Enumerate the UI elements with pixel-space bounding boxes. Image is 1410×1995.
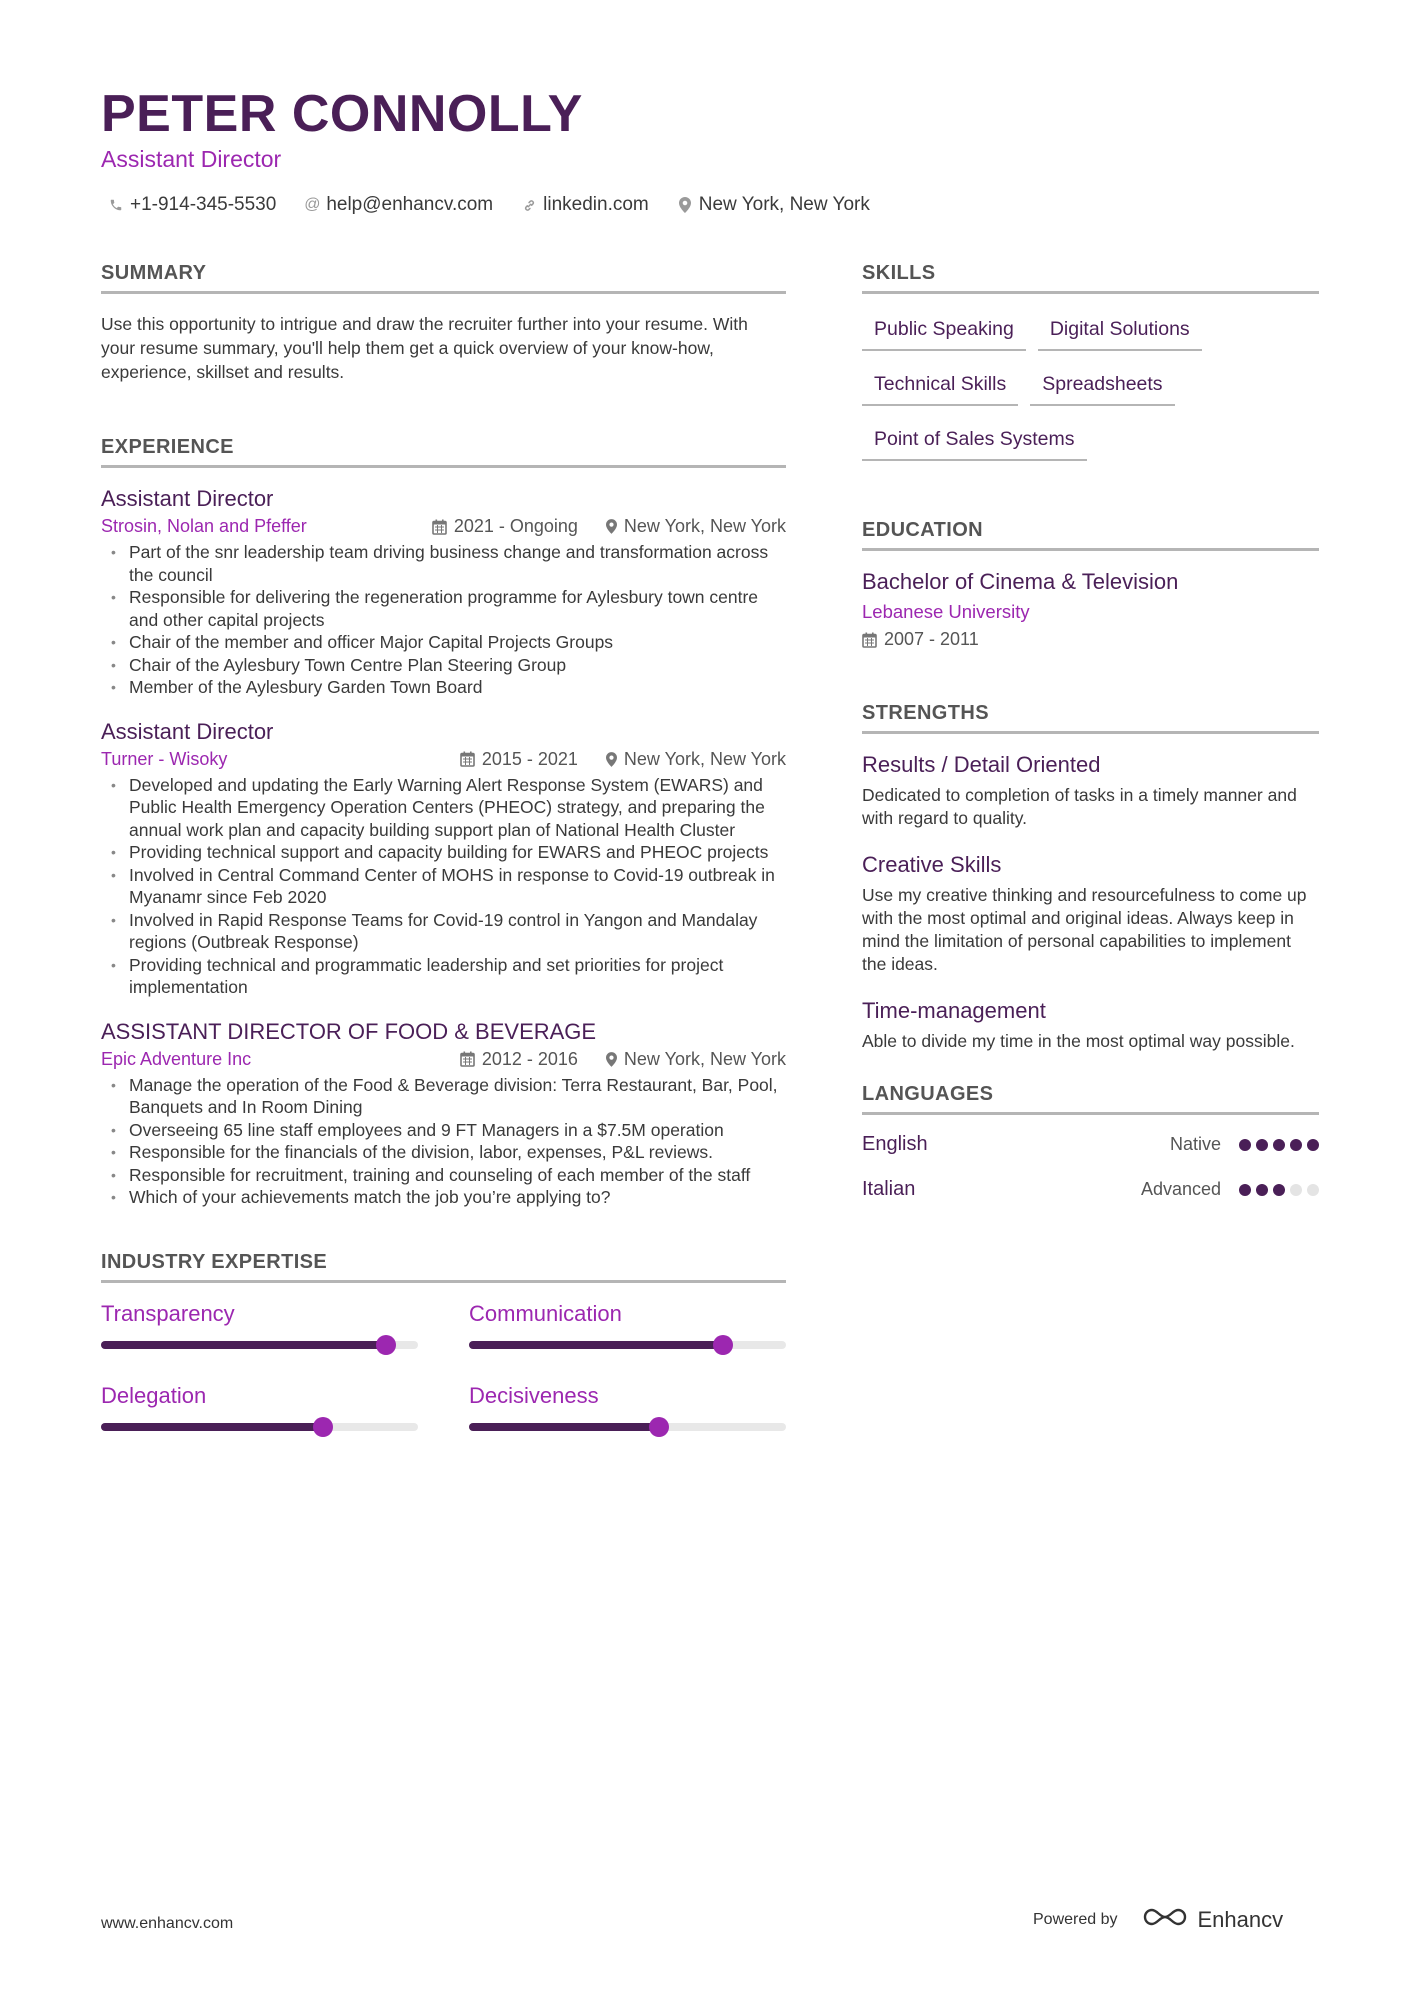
job-meta — [101, 749, 786, 770]
company-name[interactable]: Strosin, Nolan and Pfeffer — [101, 516, 307, 536]
education-dates-text: 2007 - 2011 — [884, 629, 979, 649]
strength-description: Use my creative thinking and resourcefulness to come up with the most optimal and original ideas. Always keep in mind the limitation of personal capabilities to implement the ideas. — [862, 885, 1307, 974]
summary-section — [101, 262, 786, 384]
job-bullet: • Developed and updating the Early Warning Alert Response System (EWARS) and Public Health Emergency Operation Centers (PHEOC) strategy, and preparing the annual work plan and capacity building support plan of National Health Cluster — [101, 774, 786, 842]
job-bullet: • Overseeing 65 line staff employees and 9 FT Managers in a $7.5M operation — [101, 1119, 786, 1142]
rating-dot — [1290, 1139, 1302, 1151]
strength-description: Dedicated to completion of tasks in a timely manner and with regard to quality. — [862, 785, 1297, 828]
job-bullets — [101, 1074, 786, 1209]
strengths-section — [862, 702, 1319, 1053]
job-bullet: • Involved in Rapid Response Teams for Covid-19 control in Yangon and Mandalay regions (Outbreak Response) — [101, 909, 786, 954]
expertise-section — [101, 1251, 786, 1431]
languages-list — [862, 1133, 1319, 1201]
expertise-grid — [101, 1301, 786, 1431]
company-name[interactable]: Epic Adventure Inc — [101, 1048, 252, 1069]
location-pin-icon — [677, 197, 693, 213]
job-meta-right — [460, 749, 786, 770]
footer-website[interactable]: www.enhancv.com — [101, 1915, 234, 1932]
job-meta — [101, 516, 786, 537]
expertise-label: Delegation — [101, 1382, 207, 1408]
language-level: Advanced — [1140, 1179, 1221, 1199]
job-dates — [432, 516, 578, 537]
rating-dot — [1307, 1139, 1319, 1151]
job-dates — [460, 749, 578, 770]
strengths-heading: STRENGTHS — [862, 702, 1319, 734]
job-location-text: New York, New York — [623, 748, 786, 769]
job-entry — [101, 486, 786, 699]
rating-dot — [1256, 1139, 1268, 1151]
job-location — [606, 1049, 786, 1070]
strength-title: Creative Skills — [862, 852, 1002, 877]
languages-heading: LANGUAGES — [862, 1083, 1319, 1115]
calendar-icon — [432, 519, 447, 535]
job-bullet: • Chair of the member and officer Major Capital Projects Groups — [101, 631, 786, 654]
company-name[interactable]: Turner - Wisoky — [101, 748, 228, 769]
language-name: English — [862, 1133, 928, 1155]
expertise-bar-fill — [469, 1423, 659, 1431]
phone-icon — [108, 198, 124, 212]
expertise-heading: INDUSTRY EXPERTISE — [101, 1251, 786, 1283]
job-list — [101, 486, 786, 1209]
expertise-label: Communication — [469, 1300, 622, 1326]
job-location — [606, 516, 786, 537]
job-bullet: • Responsible for delivering the regeneration programme for Aylesbury town centre and other capital projects — [101, 586, 786, 631]
powered-by-label: Powered by — [1033, 1911, 1118, 1928]
job-bullet: • Chair of the Aylesbury Town Centre Plan Steering Group — [101, 654, 786, 677]
job-dates — [460, 1049, 578, 1070]
contact-linkedin[interactable] — [521, 194, 649, 216]
job-meta-right — [432, 516, 786, 537]
language-level: Native — [1169, 1134, 1221, 1154]
expertise-bar-knob — [376, 1335, 396, 1355]
experience-section — [101, 436, 786, 1209]
skill-tag: Point of Sales Systems — [862, 422, 1087, 461]
skill-tag: Digital Solutions — [1038, 312, 1202, 351]
strength-title: Time-management — [862, 998, 1046, 1023]
candidate-name: PETER CONNOLLY — [101, 85, 583, 143]
calendar-icon — [862, 632, 877, 648]
expertise-bar — [469, 1341, 786, 1349]
job-bullet: • Involved in Central Command Center of MOHS in response to Covid-19 outbreak in Myanamr since Feb 2020 — [101, 864, 786, 909]
expertise-bar-knob — [313, 1417, 333, 1437]
expertise-bar-fill — [101, 1423, 323, 1431]
expertise-bar — [101, 1423, 418, 1431]
education-school: Lebanese University — [862, 601, 1030, 622]
strengths-list — [862, 752, 1319, 1053]
job-bullet: • Providing technical support and capacity building for EWARS and PHEOC projects — [101, 841, 786, 864]
skill-tag: Technical Skills — [862, 367, 1018, 406]
job-bullet: • Responsible for recruitment, training and counseling of each member of the staff — [101, 1164, 786, 1187]
job-location-text: New York, New York — [623, 516, 786, 536]
skill-tag: Spreadsheets — [1030, 367, 1174, 406]
rating-dot — [1239, 1139, 1251, 1151]
expertise-item — [101, 1383, 418, 1431]
linkedin-text: linkedin.com — [543, 194, 649, 215]
expertise-label: Transparency — [101, 1300, 235, 1326]
location-pin-icon — [606, 752, 617, 767]
job-bullet: • Which of your achievements match the job you’re applying to? — [101, 1186, 786, 1209]
job-location — [606, 749, 786, 770]
summary-text: Use this opportunity to intrigue and draw the recruiter further into your resume. With your resume summary, you'll help them get a quick overview of your know-how, experience, skillset and results. — [101, 314, 748, 382]
job-meta-right — [460, 1049, 786, 1070]
expertise-item — [469, 1383, 786, 1431]
expertise-bar — [469, 1423, 786, 1431]
skill-tag: Public Speaking — [862, 312, 1026, 351]
strength-title: Results / Detail Oriented — [862, 752, 1101, 777]
education-heading: EDUCATION — [862, 519, 1319, 551]
education-section — [862, 519, 1319, 650]
phone-text: +1-914-345-5530 — [130, 194, 277, 215]
expertise-bar-knob — [713, 1335, 733, 1355]
skills-list — [862, 312, 1319, 461]
brand-logo[interactable] — [1142, 1906, 1284, 1934]
footer-branding — [1033, 1906, 1283, 1934]
job-title: ASSISTANT DIRECTOR OF FOOD & BEVERAGE — [101, 1018, 597, 1044]
language-rating-dots — [1239, 1139, 1319, 1151]
job-bullet: • Member of the Aylesbury Garden Town Board — [101, 676, 786, 699]
link-icon — [521, 198, 537, 213]
language-rating-dots — [1239, 1184, 1319, 1196]
enhancv-logo-icon — [1142, 1906, 1188, 1934]
experience-heading: EXPERIENCE — [101, 436, 786, 468]
email-text: help@enhancv.com — [326, 194, 494, 215]
contact-email[interactable] — [304, 194, 493, 216]
strength-item — [862, 752, 1319, 830]
job-entry — [101, 1019, 786, 1209]
location-pin-icon — [606, 1052, 617, 1067]
language-proficiency — [1141, 1179, 1319, 1200]
language-name: Italian — [862, 1178, 916, 1200]
rating-dot — [1290, 1184, 1302, 1196]
job-bullet: • Responsible for the financials of the division, labor, expenses, P&L reviews. — [101, 1141, 786, 1164]
job-dates-text: 2015 - 2021 — [481, 748, 578, 769]
rating-dot — [1239, 1184, 1251, 1196]
location-text: New York, New York — [698, 194, 870, 215]
job-bullet: • Manage the operation of the Food & Beverage division: Terra Restaurant, Bar, Pool, Banquets and In Room Dining — [101, 1074, 786, 1119]
job-bullets — [101, 541, 786, 699]
expertise-bar-knob — [649, 1417, 669, 1437]
expertise-item — [101, 1301, 418, 1349]
skills-section — [862, 262, 1319, 461]
job-bullet: • Part of the snr leadership team driving business change and transformation across the council — [101, 541, 786, 586]
left-column — [101, 262, 786, 1431]
expertise-item — [469, 1301, 786, 1349]
job-title: Assistant Director — [101, 486, 274, 511]
rating-dot — [1273, 1184, 1285, 1196]
location-pin-icon — [606, 519, 617, 534]
rating-dot — [1307, 1184, 1319, 1196]
rating-dot — [1273, 1139, 1285, 1151]
right-column — [862, 262, 1319, 1223]
job-dates-text: 2021 - Ongoing — [453, 516, 578, 536]
expertise-bar-fill — [101, 1341, 386, 1349]
at-icon: @ — [304, 196, 321, 213]
rating-dot — [1256, 1184, 1268, 1196]
contact-location — [677, 194, 870, 216]
strength-item — [862, 998, 1319, 1053]
calendar-icon — [460, 1051, 475, 1067]
calendar-icon — [460, 751, 475, 767]
contact-phone[interactable] — [108, 194, 276, 216]
contact-bar — [108, 194, 870, 216]
skills-heading: SKILLS — [862, 262, 1319, 294]
brand-name: Enhancv — [1197, 1907, 1284, 1932]
job-location-text: New York, New York — [623, 1048, 786, 1069]
candidate-title: Assistant Director — [101, 146, 282, 172]
job-meta — [101, 1049, 786, 1070]
education-dates — [862, 629, 1319, 650]
education-degree: Bachelor of Cinema & Television — [862, 569, 1179, 594]
language-row — [862, 1178, 1319, 1201]
job-dates-text: 2012 - 2016 — [481, 1048, 578, 1069]
expertise-bar-fill — [469, 1341, 723, 1349]
languages-section — [862, 1083, 1319, 1201]
job-bullet: • Providing technical and programmatic leadership and set priorities for project implementation — [101, 954, 786, 999]
job-title: Assistant Director — [101, 718, 274, 744]
summary-heading: SUMMARY — [101, 262, 786, 294]
strength-item — [862, 852, 1319, 976]
language-proficiency — [1170, 1134, 1319, 1155]
job-bullets — [101, 774, 786, 999]
language-row — [862, 1133, 1319, 1156]
strength-description: Able to divide my time in the most optimal way possible. — [862, 1031, 1295, 1051]
expertise-label: Decisiveness — [469, 1382, 599, 1408]
job-entry — [101, 719, 786, 999]
expertise-bar — [101, 1341, 418, 1349]
